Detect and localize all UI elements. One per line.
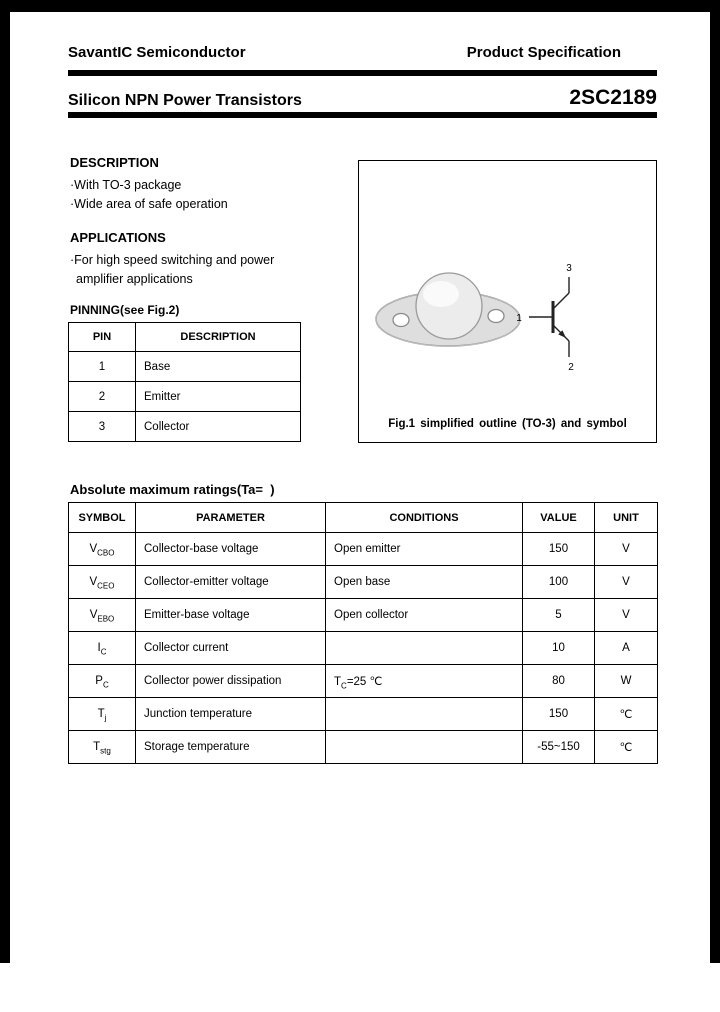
- ratings-table-row: [69, 731, 658, 764]
- spec-label: Product Specification: [466, 44, 621, 61]
- ratings-table-row: [69, 698, 658, 731]
- figure-1-drawing: [359, 161, 656, 401]
- value-cell: 150: [523, 698, 595, 731]
- ratings-table-row: [69, 632, 658, 665]
- conditions-cell: [326, 632, 523, 665]
- unit-cell: V: [595, 599, 658, 632]
- conditions-column-header: CONDITIONS: [326, 503, 523, 533]
- unit-cell: ℃: [595, 731, 658, 764]
- parameter-cell: Collector current: [136, 632, 326, 665]
- unit-cell: V: [595, 533, 658, 566]
- conditions-cell: Open collector: [326, 599, 523, 632]
- ratings-table: [68, 502, 658, 764]
- symbol-cell: $P_C$: [69, 665, 136, 698]
- description-item: ·With TO-3 package: [70, 178, 182, 192]
- value-cell: -55~150: [523, 731, 595, 764]
- description-section: [70, 155, 228, 214]
- pin-table-row: [69, 352, 301, 382]
- ratings-heading: Absolute maximum ratings(Ta= ): [70, 482, 275, 497]
- divider-rule-top: [68, 70, 657, 76]
- description-column-header: DESCRIPTION: [136, 323, 301, 352]
- parameter-cell: Storage temperature: [136, 731, 326, 764]
- pin-column-header: PIN: [69, 323, 136, 352]
- header: [68, 44, 657, 61]
- emitter-pin-label: 2: [568, 362, 574, 373]
- left-border-bar: [0, 0, 10, 963]
- parameter-column-header: PARAMETER: [136, 503, 326, 533]
- parameter-cell: Collector-emitter voltage: [136, 566, 326, 599]
- pinning-table-header-row: [69, 323, 301, 352]
- parameter-cell: Collector power dissipation: [136, 665, 326, 698]
- parameter-cell: Collector-base voltage: [136, 533, 326, 566]
- ratings-table-header-row: [69, 503, 658, 533]
- symbol-cell: $V_{EBO}$: [69, 599, 136, 632]
- unit-cell: W: [595, 665, 658, 698]
- parameter-cell: Junction temperature: [136, 698, 326, 731]
- company-name: SavantIC Semiconductor: [68, 44, 246, 61]
- symbol-cell: $I_C$: [69, 632, 136, 665]
- value-cell: 80: [523, 665, 595, 698]
- value-cell: 100: [523, 566, 595, 599]
- base-pin-label: 1: [516, 313, 522, 324]
- value-cell: 150: [523, 533, 595, 566]
- description-item: ·Wide area of safe operation: [70, 197, 228, 211]
- npn-symbol: [529, 277, 569, 357]
- ratings-table-body: [69, 533, 658, 764]
- conditions-cell: [326, 731, 523, 764]
- conditions-cell: [326, 698, 523, 731]
- symbol-cell: $V_{CEO}$: [69, 566, 136, 599]
- symbol-cell: $T_j$: [69, 698, 136, 731]
- conditions-cell: $T_C=25$ ℃: [326, 665, 523, 698]
- applications-heading: APPLICATIONS: [70, 230, 166, 245]
- applications-section: [70, 230, 274, 289]
- conditions-cell: Open base: [326, 566, 523, 599]
- collector-pin-label: 3: [566, 263, 572, 274]
- unit-column-header: UNIT: [595, 503, 658, 533]
- value-cell: 5: [523, 599, 595, 632]
- unit-cell: A: [595, 632, 658, 665]
- top-border-bar: [0, 0, 720, 12]
- value-column-header: VALUE: [523, 503, 595, 533]
- pinning-heading: PINNING(see Fig.2): [70, 303, 180, 317]
- pin-table-row: [69, 412, 301, 442]
- value-cell: 10: [523, 632, 595, 665]
- pin-number-cell: 2: [69, 382, 136, 412]
- pin-description-cell: Base: [136, 352, 301, 382]
- unit-cell: V: [595, 566, 658, 599]
- right-border-bar: [710, 0, 720, 963]
- applications-item: ·For high speed switching and power: [70, 253, 275, 267]
- figure-1-caption: Fig.1 simplified outline (TO-3) and symbol: [388, 418, 627, 430]
- pin-description-cell: Emitter: [136, 382, 301, 412]
- pin-number-cell: 3: [69, 412, 136, 442]
- pin-description-cell: Collector: [136, 412, 301, 442]
- ratings-table-row: [69, 665, 658, 698]
- ratings-table-row: [69, 566, 658, 599]
- part-number: 2SC2189: [569, 86, 657, 109]
- to3-package-drawing: [376, 273, 520, 346]
- title-row: [68, 86, 657, 110]
- figure-1-box: [358, 160, 657, 443]
- applications-item-cont: amplifier applications: [76, 272, 193, 286]
- description-heading: DESCRIPTION: [70, 155, 159, 170]
- unit-cell: ℃: [595, 698, 658, 731]
- pin-table-body: [69, 352, 301, 442]
- symbol-cell: $V_{CBO}$: [69, 533, 136, 566]
- pin-number-cell: 1: [69, 352, 136, 382]
- divider-rule-bottom: [68, 112, 657, 118]
- ratings-table-row: [69, 533, 658, 566]
- ratings-table-row: [69, 599, 658, 632]
- symbol-column-header: SYMBOL: [69, 503, 136, 533]
- parameter-cell: Emitter-base voltage: [136, 599, 326, 632]
- symbol-cell: $T_{stg}$: [69, 731, 136, 764]
- page-title: Silicon NPN Power Transistors: [68, 92, 302, 109]
- pin-table-row: [69, 382, 301, 412]
- conditions-cell: Open emitter: [326, 533, 523, 566]
- pinning-table: [68, 322, 301, 442]
